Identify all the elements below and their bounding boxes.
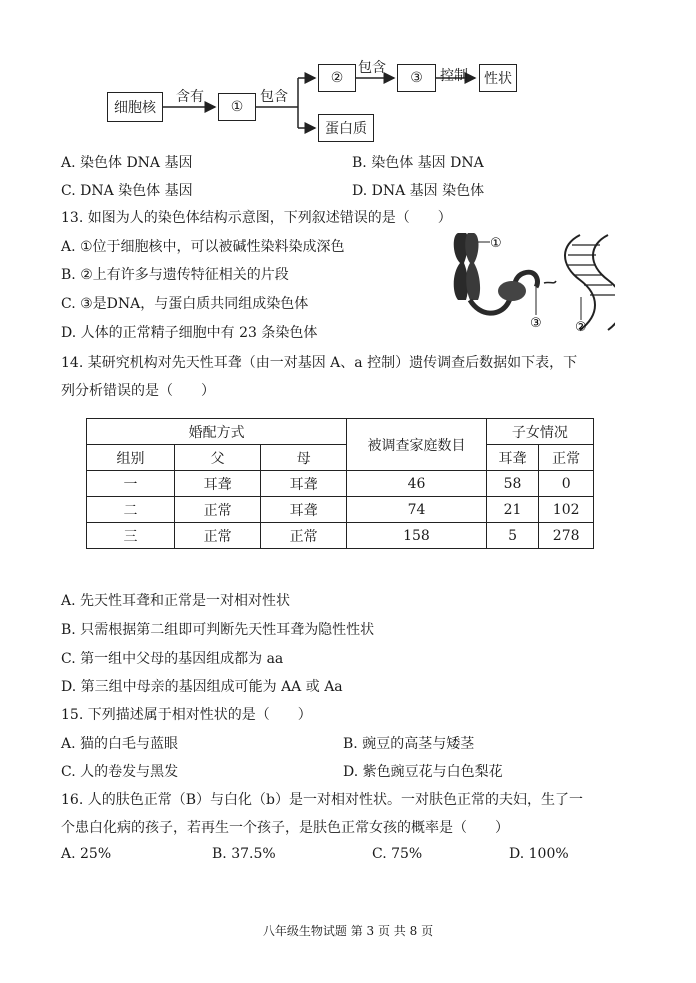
q13-option-a: A. ①位于细胞核中，可以被碱性染料染成深色 (61, 239, 345, 255)
q15-option-d: D. 紫色豌豆花与白色梨花 (343, 764, 503, 780)
dna-backbone-2 (593, 235, 615, 330)
q15-option-a: A. 猫的白毛与蓝眼 (61, 736, 179, 752)
cell-families: 74 (347, 497, 487, 523)
table-row (87, 497, 594, 523)
cell-deaf: 58 (486, 471, 539, 497)
q12-option-c: C. DNA 染色体 基因 (61, 183, 193, 199)
cell-father: 正常 (175, 497, 261, 523)
cell-normal: 102 (539, 497, 594, 523)
q14-option-a: A. 先天性耳聋和正常是一对相对性状 (61, 593, 291, 609)
table-row (87, 471, 594, 497)
q16-option-b: B. 37.5% (212, 846, 276, 862)
q15-stem: 15. 下列描述属于相对性状的是（ ） (61, 707, 312, 723)
page-footer: 八年级生物试题 第 3 页 共 8 页 (262, 924, 434, 938)
cell-group: 二 (87, 497, 175, 523)
q14-option-c: C. 第一组中父母的基因组成都为 aa (61, 651, 284, 667)
cell-nucleus-label: 细胞核 (114, 100, 156, 116)
cell-mother: 耳聋 (261, 497, 347, 523)
includes1-label: 包含 (260, 89, 288, 105)
cell-families: 46 (347, 471, 487, 497)
q13-option-d: D. 人体的正常精子细胞中有 23 条染色体 (61, 325, 318, 341)
cell-mother: 耳聋 (261, 471, 347, 497)
q14-stem-line2: 列分析错误的是（ ） (61, 383, 215, 399)
header-families: 被调查家庭数目 (347, 419, 487, 471)
figure-label-2: ② (575, 320, 587, 335)
cell-normal: 278 (539, 523, 594, 549)
figure-label-1: ① (490, 236, 502, 251)
chromatid-right (465, 233, 480, 300)
cell-families: 158 (347, 523, 487, 549)
cell-father: 正常 (175, 523, 261, 549)
coiled-region (498, 281, 526, 301)
table-row (87, 523, 594, 549)
cell-group: 三 (87, 523, 175, 549)
deafness-survey-table (86, 418, 594, 549)
q13-option-b: B. ②上有许多与遗传特征相关的片段 (61, 267, 289, 283)
q12-option-d: D. DNA 基因 染色体 (352, 183, 485, 199)
q15-option-b: B. 豌豆的高茎与矮茎 (343, 736, 475, 752)
figure-label-3: ③ (530, 316, 542, 331)
trait-label: 性状 (484, 71, 512, 87)
header-mother: 母 (261, 445, 347, 471)
header-normal: 正常 (539, 445, 594, 471)
q13-stem: 13. 如图为人的染色体结构示意图，下列叙述错误的是（ ） (61, 210, 452, 226)
node2-box (318, 64, 356, 92)
node2-label: ② (330, 70, 344, 86)
cell-nucleus-box (107, 92, 163, 122)
q16-option-c: C. 75% (372, 846, 423, 862)
q12-option-b: B. 染色体 基因 DNA (352, 155, 484, 171)
chromosome-figure (440, 225, 615, 335)
node1-box (218, 93, 256, 121)
controls-label: 控制 (440, 68, 468, 84)
q14-stem-line1: 14. 某研究机构对先天性耳聋（由一对基因 A、a 控制）遗传调查后数据如下表，下 (61, 355, 578, 371)
q12-option-a: A. 染色体 DNA 基因 (61, 155, 193, 171)
node3-box (397, 64, 436, 92)
trait-box (479, 64, 517, 92)
contains-label: 含有 (176, 89, 204, 105)
protein-label: 蛋白质 (325, 121, 367, 137)
protein-box (318, 114, 374, 142)
q13-option-c: C. ③是DNA，与蛋白质共同组成染色体 (61, 296, 309, 312)
header-children: 子女情况 (486, 419, 593, 445)
q16-stem-line1: 16. 人的肤色正常（B）与白化（b）是一对相对性状。一对肤色正常的夫妇，生了一 (61, 792, 583, 808)
q14-option-d: D. 第三组中母亲的基因组成可能为 AA 或 Aa (61, 679, 343, 695)
helix-link (544, 281, 556, 283)
chromosome-illustration (440, 225, 615, 335)
dna-base-pairs (568, 245, 615, 295)
q15-option-c: C. 人的卷发与黑发 (61, 764, 179, 780)
cell-father: 耳聋 (175, 471, 261, 497)
q14-option-b: B. 只需根据第二组即可判断先天性耳聋为隐性性状 (61, 622, 375, 638)
cell-mother: 正常 (261, 523, 347, 549)
cell-deaf: 21 (486, 497, 539, 523)
header-deaf: 耳聋 (486, 445, 539, 471)
node3-label: ③ (410, 70, 423, 86)
header-group: 组别 (87, 445, 175, 471)
q16-option-a: A. 25% (61, 846, 112, 862)
dna-backbone-1 (565, 235, 595, 330)
cell-normal: 0 (539, 471, 594, 497)
node1-label: ① (230, 99, 244, 115)
q16-stem-line2: 个患白化病的孩子，若再生一个孩子，是肤色正常女孩的概率是（ ） (61, 820, 509, 836)
header-mating: 婚配方式 (87, 419, 347, 445)
cell-deaf: 5 (486, 523, 539, 549)
includes2-label: 包含 (358, 60, 386, 76)
header-father: 父 (175, 445, 261, 471)
cell-group: 一 (87, 471, 175, 497)
q16-option-d: D. 100% (509, 846, 569, 862)
